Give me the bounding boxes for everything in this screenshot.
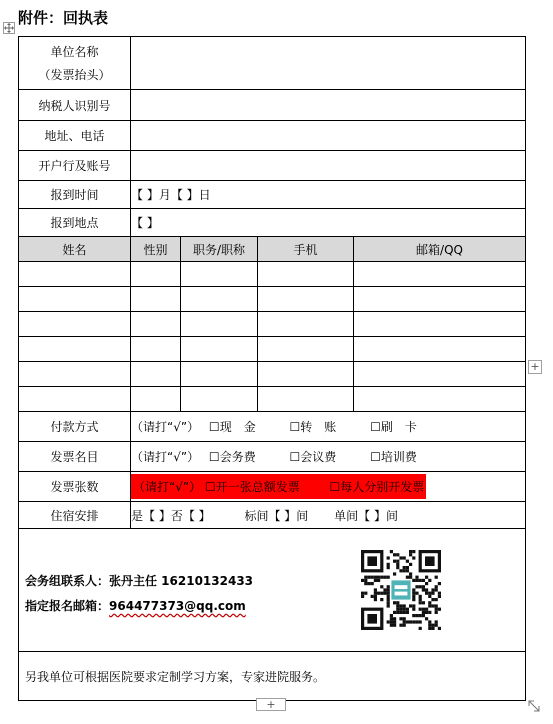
column-header-email: 邮箱/QQ (354, 237, 526, 262)
table-row (19, 312, 526, 337)
receipt-form (18, 36, 525, 701)
invoice-count-option-single: 开一张总额发票 (215, 480, 300, 494)
checkbox-icon[interactable]: ☐ (329, 480, 341, 494)
invoice-count-label: 发票张数 (19, 472, 131, 502)
invoice-item-options (131, 442, 526, 472)
attendee-cell[interactable] (258, 312, 354, 337)
attendee-cell[interactable] (258, 287, 354, 312)
attendee-cell[interactable] (354, 362, 526, 387)
attendee-cell[interactable] (181, 312, 258, 337)
lodging-label: 住宿安排 (19, 502, 131, 529)
tax-id-field[interactable] (131, 90, 526, 121)
invoice-option-training-fee: 培训费 (380, 450, 417, 464)
invoice-option-meeting-fee: 会议费 (300, 450, 337, 464)
attendee-cell[interactable] (181, 287, 258, 312)
lodging-standard-room[interactable]: 标间【 】间 (244, 508, 309, 523)
payment-option-card: 刷 卡 (380, 420, 417, 434)
highlighted-invoice-count (131, 474, 427, 499)
attendee-cell[interactable] (258, 337, 354, 362)
checkbox-icon[interactable]: ☐ (370, 420, 381, 434)
lodging-options (131, 502, 526, 529)
invoice-count-options (131, 472, 526, 502)
payment-options (131, 412, 526, 442)
checkbox-icon[interactable]: ☐ (289, 420, 301, 434)
attendee-cell[interactable] (19, 387, 131, 412)
report-place-field[interactable]: 【 】 (131, 209, 526, 237)
payment-hint: （请打“√”） (131, 420, 200, 434)
bank-label: 开户行及账号 (19, 151, 131, 181)
wechat-qr-code-icon (361, 550, 441, 630)
attendee-cell[interactable] (131, 287, 181, 312)
table-row (19, 387, 526, 412)
invoice-count-hint: （请打“√”） (133, 480, 202, 494)
note-row: 另我单位可根据医院要求定制学习方案，专家进院服务。 (19, 652, 526, 701)
column-header-title: 职务/职称 (181, 237, 258, 262)
report-place-label: 报到地点 (19, 209, 131, 237)
checkbox-icon[interactable]: ☐ (208, 450, 220, 464)
signup-email-label: 指定报名邮箱： (25, 599, 110, 613)
add-column-button[interactable]: + (528, 360, 542, 374)
page-title: 附件：回执表 (18, 9, 109, 27)
checkbox-icon[interactable]: ☐ (370, 450, 381, 464)
column-header-phone: 手机 (258, 237, 354, 262)
attendee-cell[interactable] (19, 362, 131, 387)
attendee-cell[interactable] (258, 387, 354, 412)
unit-name-field[interactable] (131, 37, 526, 90)
attendee-cell[interactable] (181, 262, 258, 287)
table-move-handle-icon[interactable] (3, 22, 15, 34)
unit-name-text: 单位名称 (50, 45, 99, 59)
column-header-gender: 性别 (131, 237, 181, 262)
attendee-cell[interactable] (354, 312, 526, 337)
contact-section (19, 529, 526, 652)
attendee-header-row (19, 237, 526, 262)
invoice-header-text: （发票抬头） (38, 68, 111, 82)
attendee-cell[interactable] (354, 287, 526, 312)
invoice-option-conference-fee: 会务费 (219, 450, 256, 464)
attendee-cell[interactable] (354, 387, 526, 412)
attendee-cell[interactable] (19, 337, 131, 362)
attendee-cell[interactable] (181, 337, 258, 362)
attendee-cell[interactable] (19, 312, 131, 337)
attendee-cell[interactable] (131, 312, 181, 337)
column-header-name: 姓名 (19, 237, 131, 262)
attendee-cell[interactable] (181, 387, 258, 412)
attendee-cell[interactable] (354, 262, 526, 287)
table-row (19, 362, 526, 387)
signup-email-line (25, 597, 246, 614)
attendee-cell[interactable] (19, 287, 131, 312)
resize-handle-icon[interactable] (528, 700, 540, 712)
table-row (19, 337, 526, 362)
table-row (19, 262, 526, 287)
attendee-cell[interactable] (131, 262, 181, 287)
report-time-field[interactable]: 【 】月【 】日 (131, 181, 526, 209)
table-row (19, 287, 526, 312)
checkbox-icon[interactable]: ☐ (208, 420, 220, 434)
payment-option-transfer: 转 账 (300, 420, 337, 434)
attendee-cell[interactable] (131, 387, 181, 412)
payment-option-cash: 现 金 (219, 420, 256, 434)
attendee-cell[interactable] (19, 262, 131, 287)
lodging-single-room[interactable]: 单间【 】间 (334, 508, 398, 523)
invoice-item-label: 发票名目 (19, 442, 131, 472)
address-label: 地址、电话 (19, 121, 131, 151)
invoice-count-option-each: 每人分别开发票 (340, 480, 425, 494)
address-field[interactable] (131, 121, 526, 151)
attendee-cell[interactable] (258, 362, 354, 387)
attendee-cell[interactable] (354, 337, 526, 362)
report-time-label: 报到时间 (19, 181, 131, 209)
payment-label: 付款方式 (19, 412, 131, 442)
add-row-button[interactable]: + (256, 698, 286, 711)
attendee-cell[interactable] (258, 262, 354, 287)
tax-id-label: 纳税人识别号 (19, 90, 131, 121)
checkbox-icon[interactable]: ☐ (289, 450, 301, 464)
lodging-yes-no[interactable]: 是【 】否【 】 (131, 508, 211, 523)
bank-field[interactable] (131, 151, 526, 181)
attendee-cell[interactable] (181, 362, 258, 387)
unit-name-label (19, 37, 131, 90)
contact-person: 会务组联系人：张丹主任 16210132433 (25, 574, 254, 588)
attendee-cell[interactable] (131, 337, 181, 362)
attendee-cell[interactable] (131, 362, 181, 387)
checkbox-icon[interactable]: ☐ (204, 480, 216, 494)
invoice-item-hint: （请打“√”） (131, 450, 200, 464)
signup-email[interactable]: 964477373@qq.com (109, 599, 246, 613)
